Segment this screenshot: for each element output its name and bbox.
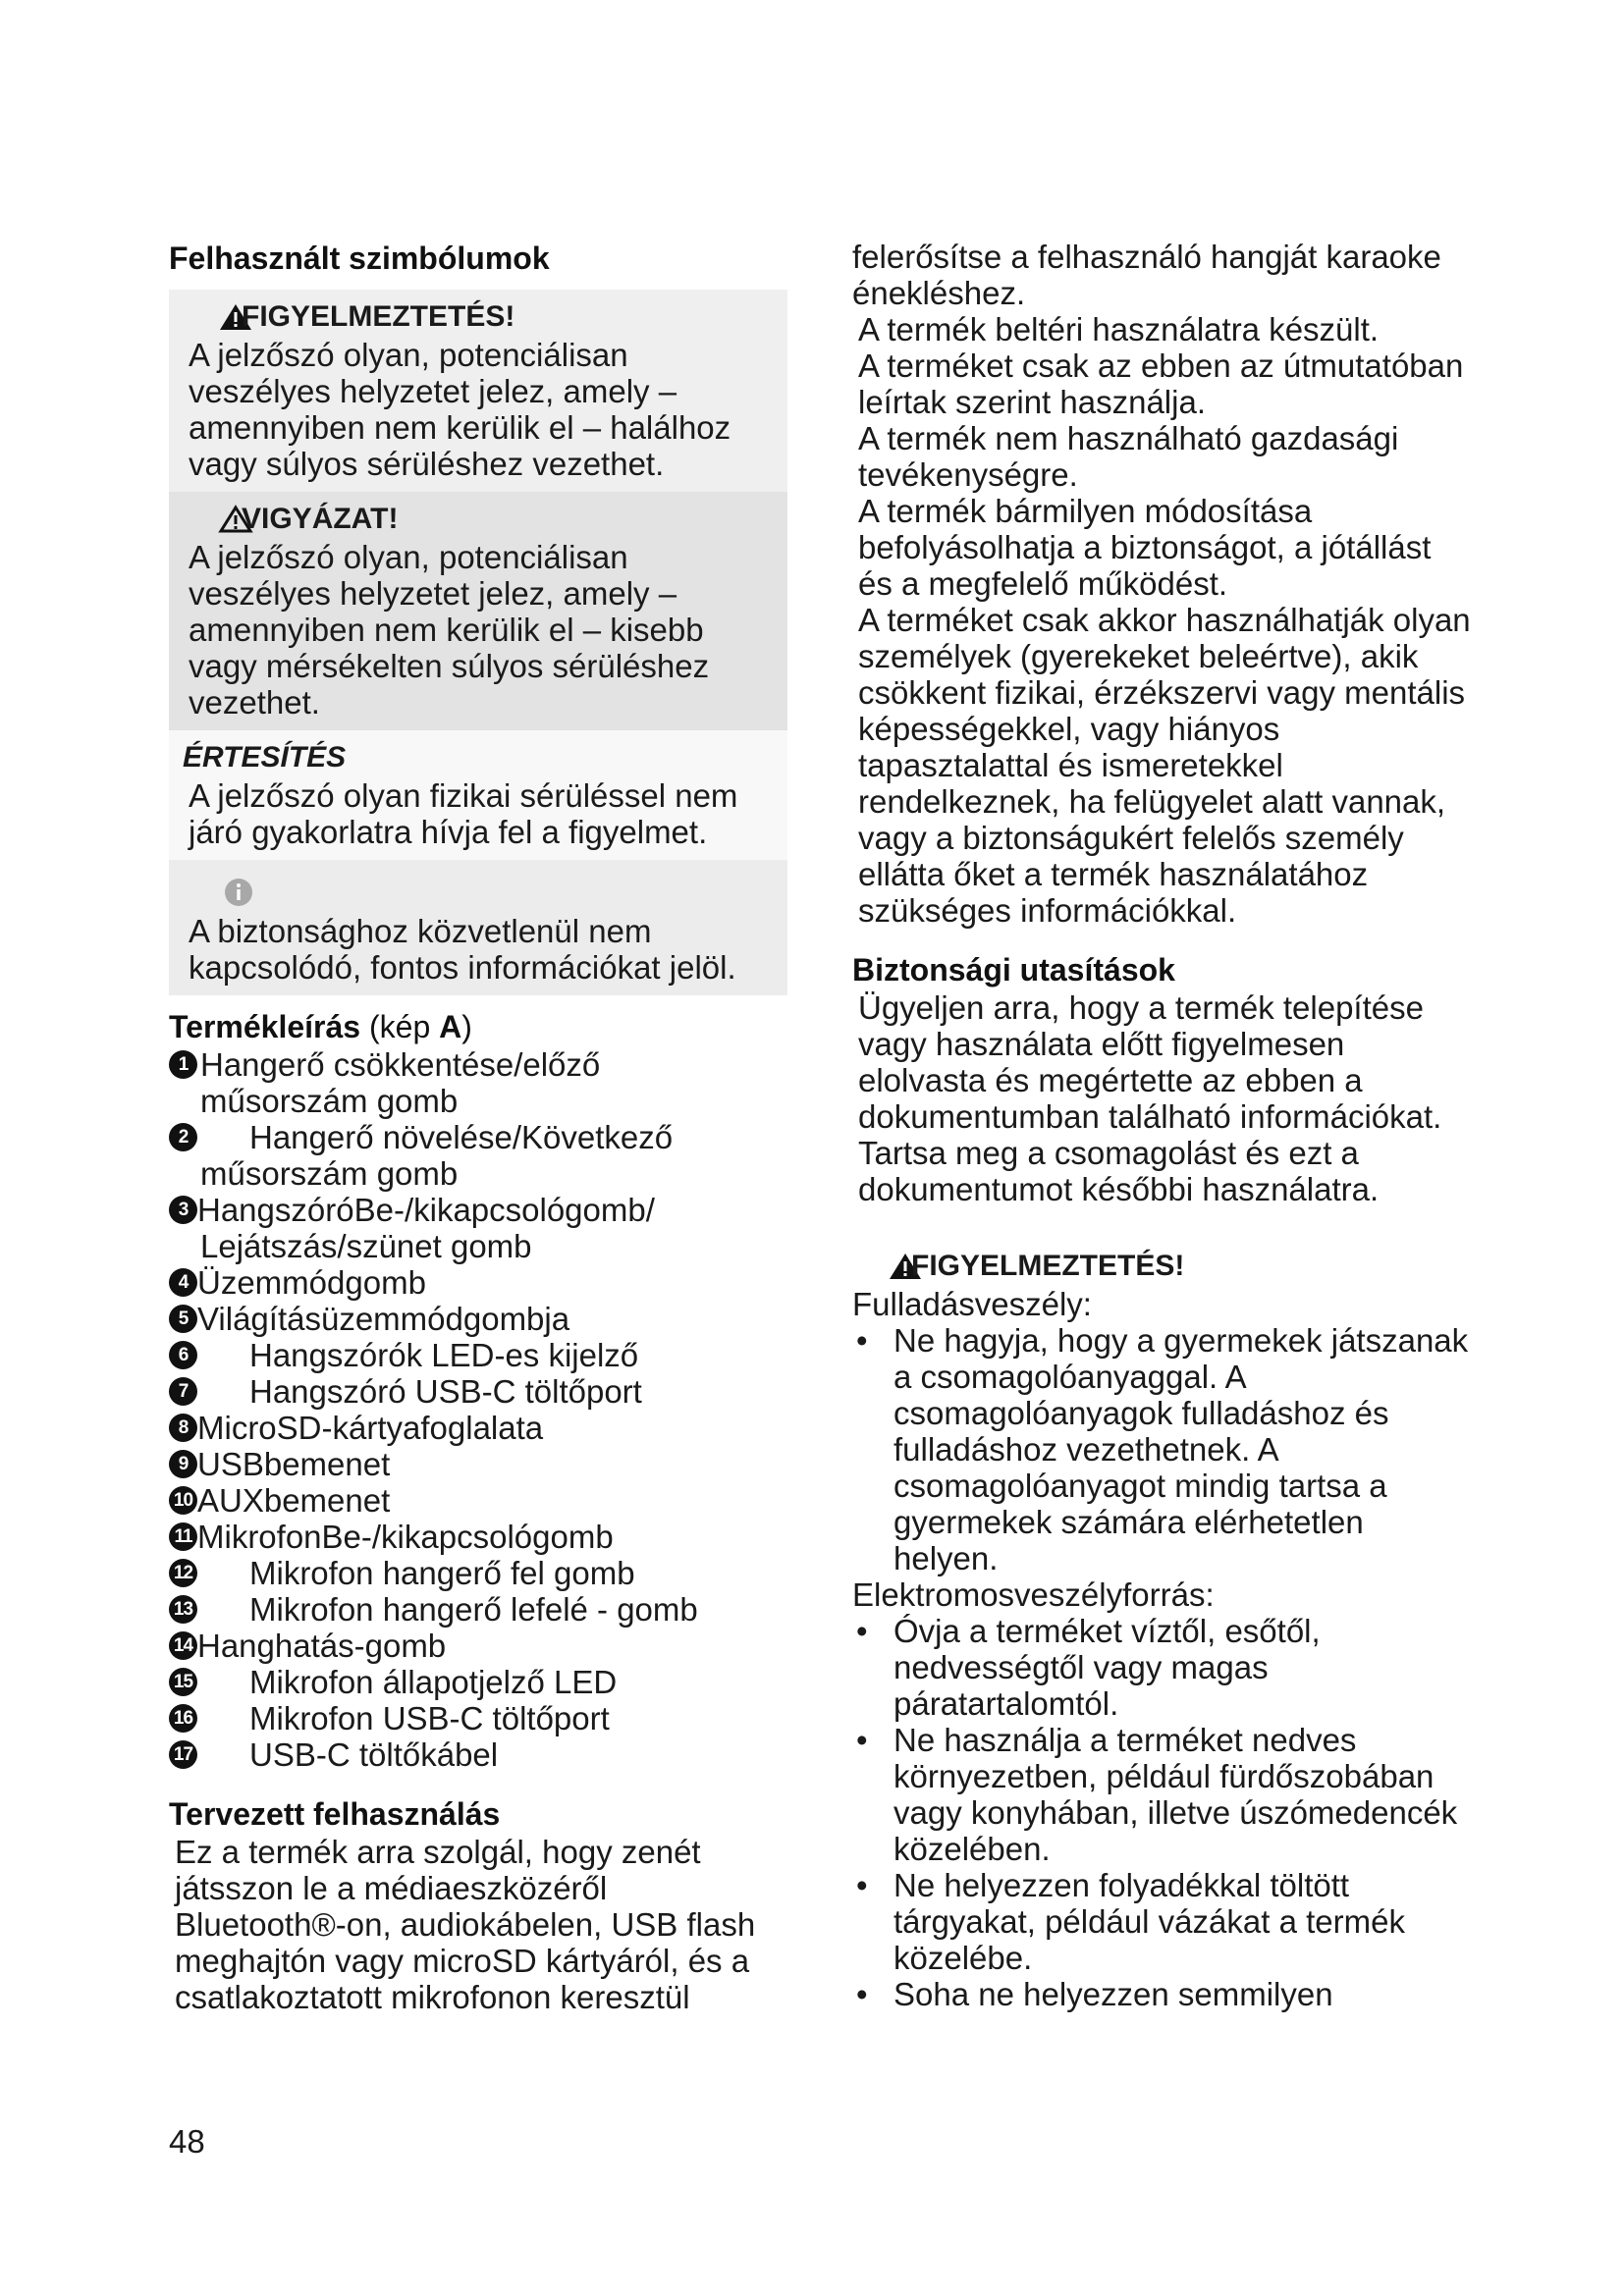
list-item (169, 1301, 787, 1337)
item-label: Mikrofon hangerő lefelé - gomb (249, 1591, 698, 1628)
safety-text: Ügyeljen arra, hogy a termék telepítése vagy használata előtt figyelmesen elolvasta és megértette az ebben a dokumentumban található információkat. Tartsa meg a csomagolást és ezt a dokumentumot későbbi használatra. (858, 989, 1442, 1207)
caution-text: A jelzőszó olyan, potenciálisan veszélyes helyzetet jelez, amely – amennyiben nem kerülik el – kisebb vagy mérsékelten súlyos sérüléshez vezethet. (189, 539, 710, 721)
list-item (169, 1446, 787, 1482)
list-item (169, 1337, 787, 1373)
choking-bullets (852, 1322, 1471, 1576)
number-badge: 10 (169, 1486, 197, 1515)
number-badge: 8 (169, 1414, 197, 1442)
number-badge: 3 (169, 1196, 197, 1224)
number-badge: 7 (169, 1377, 197, 1406)
list-item (852, 1867, 1471, 1976)
bullet: • (856, 1867, 868, 1903)
item-label: Hangerő növelése/Következő (249, 1119, 674, 1155)
intended-use-heading: Tervezett felhasználás (169, 1796, 501, 1832)
bullet-text: Óvja a terméket víztől, esőtől, nedvességtől vagy magas páratartalomtól. (893, 1613, 1321, 1722)
notice-box (169, 730, 787, 860)
list-item (169, 1373, 787, 1410)
intended-use-text: Ez a termék arra szolgál, hogy zenét játsszon le a médiaeszközéről Bluetooth®-on, audiokábelen, USB flash meghajtón vagy microSD kártyáról, és a csatlakoztatott mikrofonon keresztül (175, 1834, 756, 2015)
electric-bullets (852, 1613, 1471, 2012)
warning-text: A jelzőszó olyan, potenciálisan veszélyes helyzetet jelez, amely – amennyiben nem kerülik el – halálhoz vagy súlyos sérüléshez vezethet. (189, 337, 731, 482)
item-label: Hangszórók LED-es kijelző (249, 1337, 639, 1373)
item-label-cont: műsorszám gomb (200, 1155, 459, 1192)
item-label: Mikrofon állapotjelző LED (249, 1664, 618, 1700)
bullet: • (856, 1322, 868, 1359)
safety-heading: Biztonsági utasítások (852, 952, 1175, 988)
page-number: 48 (169, 2123, 205, 2160)
item-label: Mikrofon USB-C töltőport (249, 1700, 610, 1736)
product-heading-ref-letter: A (439, 1009, 462, 1044)
product-heading-title: Termékleírás (169, 1009, 361, 1044)
product-parts-list (169, 1046, 787, 1773)
paragraph-indoor: A termék beltéri használatra készült. (858, 311, 1380, 347)
warning-title: FIGYELMEZTETÉS! (911, 1250, 1185, 1282)
info-box (169, 860, 787, 995)
product-heading-ref-post: ) (461, 1009, 472, 1044)
item-label: Mikrofon hangerő fel gomb (249, 1555, 635, 1591)
number-badge: 12 (169, 1559, 197, 1587)
caution-title-row (183, 500, 776, 539)
list-item (169, 1700, 787, 1736)
bullet: • (856, 1722, 868, 1758)
number-badge: 14 (169, 1631, 197, 1660)
number-badge: 5 (169, 1305, 197, 1333)
number-badge: 4 (169, 1268, 197, 1297)
number-badge: 11 (169, 1522, 197, 1551)
number-badge: 2 (169, 1123, 197, 1151)
list-item (169, 1555, 787, 1591)
item-label-cont: Lejátszás/szünet gomb (200, 1228, 532, 1264)
warning-title: FIGYELMEZTETÉS! (242, 300, 515, 333)
item-label: HangszóróBe-/kikapcsológomb/ (197, 1192, 655, 1228)
bullet-text: Ne helyezzen folyadékkal töltött tárgyakat, például vázákat a termék közelébe. (893, 1867, 1405, 1976)
electric-label: Elektromosveszélyforrás: (852, 1576, 1215, 1613)
warning-box (169, 290, 787, 492)
list-item (169, 1736, 787, 1773)
number-badge: 1 (169, 1050, 197, 1079)
item-label: Üzemmódgomb (197, 1264, 426, 1301)
list-item (852, 1613, 1471, 1722)
bullet: • (856, 1613, 868, 1649)
item-label: MicroSD-kártyafoglalata (197, 1410, 544, 1446)
list-item (169, 1591, 787, 1628)
warning-title-row (183, 297, 776, 337)
left-column (169, 239, 787, 2015)
item-label: MikrofonBe-/kikapcsológomb (197, 1519, 614, 1555)
list-item (169, 1410, 787, 1446)
notice-title: ÉRTESÍTÉS (183, 741, 347, 774)
item-label: USBbemenet (197, 1446, 391, 1482)
bullet: • (856, 1976, 868, 2012)
number-badge: 13 (169, 1595, 197, 1624)
number-badge: 15 (169, 1668, 197, 1696)
number-badge: 9 (169, 1450, 197, 1478)
list-item (169, 1046, 787, 1119)
list-item (169, 1482, 787, 1519)
list-item (169, 1192, 787, 1264)
list-item (169, 1519, 787, 1555)
bullet-text: Ne használja a terméket nedves környezetben, például fürdőszobában vagy konyhában, illetve úszómedencék közelében. (893, 1722, 1458, 1867)
list-item (852, 1976, 1471, 2012)
item-label: Hanghatás-gomb (197, 1628, 447, 1664)
list-item (169, 1119, 787, 1192)
caution-title: VIGYÁZAT! (242, 503, 399, 535)
intended-use-continued: felerősítse a felhasználó hangját karaoke énekléshez. (852, 239, 1441, 311)
warning-title-row (852, 1247, 1471, 1286)
paragraph-modification: A termék bármilyen módosítása befolyásolhatja a biztonságot, a jótállást és a megfelelő működést. (858, 493, 1432, 602)
list-item (852, 1722, 1471, 1867)
notice-text: A jelzőszó olyan fizikai sérüléssel nem járó gyakorlatra hívja fel a figyelmet. (189, 777, 738, 850)
caution-box (169, 492, 787, 730)
list-item (169, 1664, 787, 1700)
list-item (852, 1322, 1471, 1576)
bullet-text: Soha ne helyezzen semmilyen (893, 1976, 1333, 2012)
info-icon (224, 878, 253, 907)
info-text: A biztonsághoz közvetlenül nem kapcsolódó, fontos információkat jelöl. (189, 913, 736, 986)
paragraph-commercial: A termék nem használható gazdasági tevékenységre. (858, 420, 1399, 493)
number-badge: 16 (169, 1704, 197, 1733)
paragraph-persons: A terméket csak akkor használhatják olyan személyek (gyerekeket beleértve), akik csökkent fizikai, érzékszervi vagy mentális képességekkel, vagy hiányos tapasztalattal és ismeretekkel rendelkeznek, ha felügyelet alatt vannak, vagy a biztonságukért felelős személy ellátta őket a termék használatához szükséges információkkal. (858, 602, 1471, 929)
item-label: USB-C töltőkábel (249, 1736, 499, 1773)
number-badge: 6 (169, 1341, 197, 1369)
right-column (852, 239, 1471, 2012)
choking-label: Fulladásveszély: (852, 1286, 1092, 1322)
list-item (169, 1628, 787, 1664)
symbols-heading: Felhasznált szimbólumok (169, 240, 550, 276)
paragraph-manual-use: A terméket csak az ebben az útmutatóban leírtak szerint használja. (858, 347, 1464, 420)
product-heading (169, 1007, 787, 1046)
bullet-text: Ne hagyja, hogy a gyermekek játszanak a csomagolóanyaggal. A csomagolóanyagok fulladáshoz és fulladáshoz vezethetnek. A csomagolóanyagot mindig tartsa a gyermekek számára elérhetetlen helyen. (893, 1322, 1469, 1576)
product-heading-ref-pre: (kép (368, 1009, 440, 1044)
list-item (169, 1264, 787, 1301)
number-badge: 17 (169, 1740, 197, 1769)
item-label: AUXbemenet (197, 1482, 391, 1519)
item-label: Hangszóró USB-C töltőport (249, 1373, 642, 1410)
item-label-cont: műsorszám gomb (200, 1083, 459, 1119)
item-label: Világításüzemmódgombja (197, 1301, 570, 1337)
item-label: Hangerő csökkentése/előző (200, 1046, 601, 1083)
